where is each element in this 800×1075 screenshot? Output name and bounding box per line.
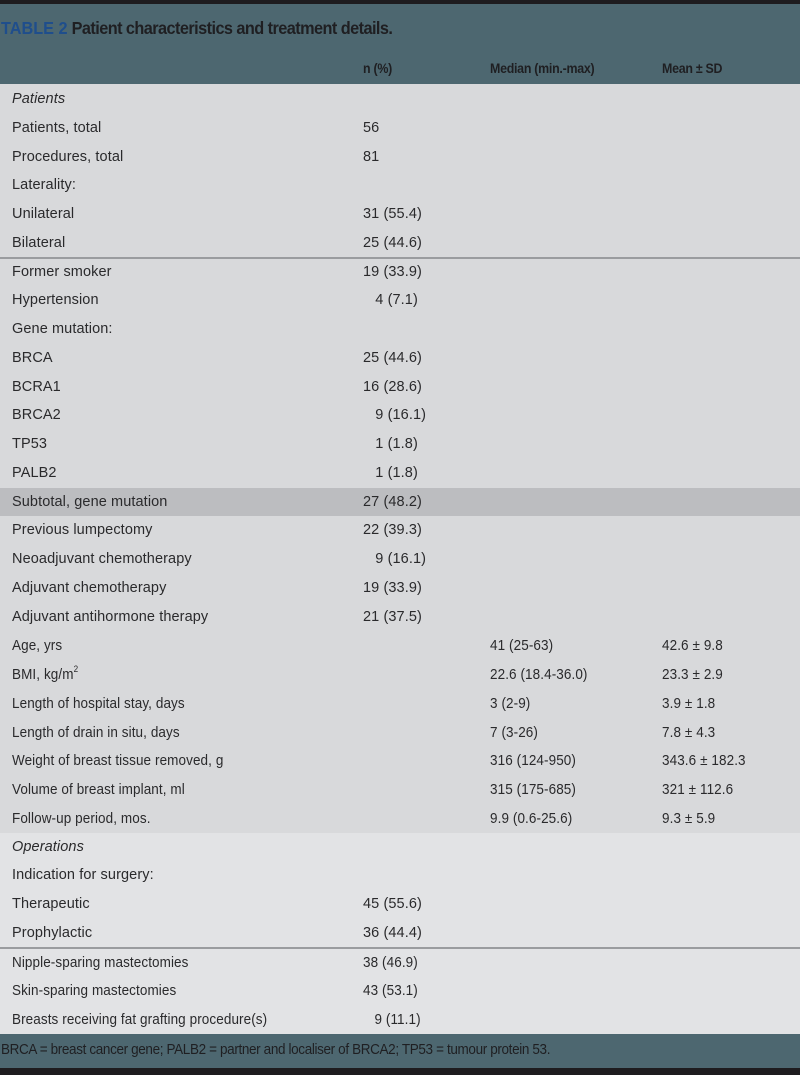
- table-row: [0, 919, 800, 948]
- row-label-text: Former smoker: [12, 263, 112, 280]
- cell-mean: [662, 810, 715, 827]
- cell-median-text: 316 (124-950): [490, 752, 576, 770]
- row-label: [12, 724, 180, 741]
- cell-n: [363, 551, 426, 567]
- table-row: [0, 344, 800, 373]
- row-label-text: Patients, total: [12, 119, 102, 136]
- cell-n-text: 56: [363, 119, 380, 136]
- row-label: [12, 91, 65, 107]
- row-label: [12, 839, 84, 855]
- table-row: [0, 85, 800, 114]
- row-label: [12, 292, 99, 308]
- row-label-text: TP53: [12, 436, 48, 452]
- cell-n: [363, 379, 422, 395]
- cell-n-text: 45 (55.6): [363, 896, 422, 912]
- table-row: [0, 200, 800, 229]
- cell-median-text: 3 (2-9): [490, 694, 531, 712]
- table-body: [0, 84, 800, 1032]
- cell-n-text: 21 (37.5): [363, 608, 422, 625]
- cell-n: [363, 896, 422, 912]
- cell-n-text: 25 (44.6): [363, 349, 422, 366]
- row-label: [12, 781, 185, 798]
- table-row: [0, 861, 800, 890]
- table-footnote: BRCA = breast cancer gene; PALB2 = partner and localiser of BRCA2; TP53 = tumour protein 53.: [1, 1041, 551, 1058]
- cell-n: [363, 925, 422, 941]
- table-row: [0, 114, 800, 143]
- row-label-text: Volume of breast implant, ml: [12, 781, 185, 798]
- cell-n: [363, 609, 422, 625]
- cell-median: [490, 637, 553, 654]
- table-row: [0, 401, 800, 430]
- cell-median-text: 22.6 (18.4-36.0): [490, 666, 588, 683]
- row-label: [12, 896, 90, 912]
- cell-mean-text: 321 ± 112.6: [662, 781, 734, 798]
- cell-n: [363, 350, 422, 366]
- table-row: [0, 430, 800, 459]
- row-label-text: Adjuvant antihormone therapy: [12, 608, 209, 625]
- row-label-text: BRCA2: [12, 407, 61, 424]
- cell-n-text: 4 (7.1): [363, 292, 418, 309]
- cell-mean-text: 343.6 ± 182.3: [662, 752, 746, 770]
- row-label-text: Age, yrs: [12, 637, 63, 655]
- row-label-text: PALB2: [12, 464, 57, 481]
- cell-n: [363, 494, 422, 510]
- table-row: [0, 171, 800, 200]
- table-row: [0, 804, 800, 833]
- row-label-text: Previous lumpectomy: [12, 522, 153, 539]
- row-label-text: Patients: [12, 91, 66, 107]
- cell-n: [363, 580, 422, 596]
- bottom-frame-bar: [0, 1068, 800, 1075]
- row-label: [12, 666, 78, 683]
- cell-median: [490, 781, 576, 798]
- row-label: [12, 264, 112, 280]
- row-label: [12, 235, 65, 251]
- table-row: [0, 459, 800, 488]
- table-row: [0, 286, 800, 315]
- cell-mean-text: 3.9 ± 1.8: [662, 694, 716, 712]
- table-title: Patient characteristics and treatment details.: [71, 18, 393, 38]
- cell-mean: [662, 724, 715, 741]
- table-row: [0, 718, 800, 747]
- table-row: [0, 890, 800, 919]
- cell-n: [363, 954, 418, 971]
- cell-n: [363, 982, 418, 999]
- cell-n-text: 19 (33.9): [363, 263, 422, 280]
- row-label-text: Bilateral: [12, 234, 66, 251]
- cell-n-text: 9 (16.1): [363, 551, 427, 567]
- table-row: [0, 488, 800, 517]
- row-label: [12, 149, 123, 165]
- table-row: [0, 143, 800, 172]
- cell-n: [363, 149, 379, 165]
- table-row: [0, 833, 800, 862]
- row-label-text: Operations: [12, 838, 84, 855]
- row-label: [12, 637, 62, 654]
- table-caption: [1, 18, 392, 39]
- table-row: [0, 775, 800, 804]
- table-row: [0, 545, 800, 574]
- table-row: [0, 258, 800, 287]
- cell-n: [363, 264, 422, 280]
- row-label-text: Indication for surgery:: [12, 867, 154, 884]
- cell-n: [363, 206, 422, 222]
- column-header-median: Median (min.-max): [490, 61, 595, 76]
- row-label: [12, 982, 176, 999]
- cell-n: [363, 235, 422, 251]
- table-row: [0, 603, 800, 632]
- row-label-text: Length of hospital stay, days: [12, 694, 185, 712]
- table-row: [0, 631, 800, 660]
- row-label-text: BRCA: [12, 349, 53, 366]
- cell-n-text: 81: [363, 148, 380, 165]
- cell-n: [363, 407, 426, 423]
- cell-n-text: 43 (53.1): [363, 982, 418, 1000]
- row-label-text: Weight of breast tissue removed, g: [12, 752, 224, 770]
- row-label-text: Subtotal, gene mutation: [12, 493, 168, 510]
- cell-n-text: 27 (48.2): [363, 493, 422, 510]
- row-label-text: Therapeutic: [12, 896, 90, 912]
- row-label-text: Laterality:: [12, 177, 76, 194]
- row-label: [12, 925, 92, 941]
- cell-mean: [662, 781, 733, 798]
- cell-mean: [662, 637, 723, 654]
- table-row: [0, 976, 800, 1005]
- row-label: [12, 954, 189, 971]
- cell-n-text: 1 (1.8): [363, 436, 418, 452]
- cell-n-text: 1 (1.8): [363, 464, 418, 481]
- row-label-text: Gene mutation:: [12, 321, 113, 337]
- row-label: [12, 752, 223, 769]
- row-label-text: Neoadjuvant chemotherapy: [12, 551, 192, 567]
- row-label: [12, 867, 154, 883]
- cell-mean-text: 42.6 ± 9.8: [662, 637, 723, 655]
- row-label: [12, 177, 76, 193]
- cell-n-text: 38 (46.9): [363, 953, 418, 971]
- row-label-text: Nipple-sparing mastectomies: [12, 953, 189, 971]
- cell-median: [490, 810, 572, 827]
- table-row: [0, 948, 800, 977]
- cell-mean: [662, 695, 715, 712]
- cell-n: [363, 465, 418, 481]
- row-label: [12, 407, 61, 423]
- cell-mean: [662, 752, 746, 769]
- row-label: [12, 120, 101, 136]
- row-label: [12, 379, 61, 395]
- table-row: [0, 660, 800, 689]
- row-label: [12, 810, 151, 827]
- superscript: 2: [73, 664, 79, 674]
- cell-n-text: 25 (44.6): [363, 234, 422, 251]
- cell-n-text: 36 (44.4): [363, 924, 422, 941]
- top-frame-bar: [0, 0, 800, 4]
- row-label: [12, 436, 47, 452]
- table-row: [0, 1005, 800, 1034]
- table-row: [0, 229, 800, 258]
- table-row: [0, 373, 800, 402]
- row-label: [12, 580, 166, 596]
- cell-n-text: 16 (28.6): [363, 378, 422, 395]
- cell-n: [363, 120, 379, 136]
- row-label: [12, 206, 74, 222]
- cell-n-text: 19 (33.9): [363, 579, 422, 596]
- cell-median: [490, 666, 588, 683]
- table-row: [0, 746, 800, 775]
- row-label: [12, 465, 57, 481]
- table-row: [0, 574, 800, 603]
- row-label-text: Prophylactic: [12, 924, 93, 941]
- cell-median: [490, 724, 538, 741]
- row-label: [12, 494, 167, 510]
- cell-mean-text: 7.8 ± 4.3: [662, 723, 716, 741]
- row-label-text: Hypertension: [12, 292, 99, 309]
- row-label: [12, 551, 192, 567]
- table-row: [0, 516, 800, 545]
- row-label: [12, 350, 53, 366]
- cell-median-text: 7 (3-26): [490, 723, 538, 741]
- table-header: [0, 56, 800, 84]
- cell-median-text: 9.9 (0.6-25.6): [490, 809, 573, 827]
- cell-n: [363, 292, 418, 308]
- cell-n: [363, 522, 422, 538]
- column-header-n: n (%): [363, 61, 392, 76]
- row-label: [12, 522, 153, 538]
- row-label-text: BMI, kg/m: [12, 666, 74, 683]
- row-label-text: Procedures, total: [12, 148, 124, 165]
- cell-n-text: 9 (11.1): [363, 1011, 421, 1028]
- row-label-text: Adjuvant chemotherapy: [12, 579, 167, 596]
- cell-mean-text: 9.3 ± 5.9: [662, 809, 716, 827]
- row-label: [12, 1011, 267, 1028]
- cell-median: [490, 752, 576, 769]
- row-label: [12, 609, 208, 625]
- row-label: [12, 695, 185, 712]
- row-label-text: Skin-sparing mastectomies: [12, 982, 177, 1000]
- cell-n: [363, 436, 418, 452]
- column-header-mean: Mean ± SD: [662, 61, 723, 76]
- cell-n: [363, 1011, 421, 1028]
- cell-mean: [662, 666, 723, 683]
- table-row: [0, 315, 800, 344]
- cell-median-text: 315 (175-685): [490, 781, 576, 798]
- row-label-text: Unilateral: [12, 206, 75, 222]
- cell-n-text: 9 (16.1): [363, 407, 427, 424]
- row-label: [12, 321, 113, 337]
- cell-n-text: 22 (39.3): [363, 522, 422, 539]
- row-label-text: BCRA1: [12, 378, 61, 395]
- row-label-text: Length of drain in situ, days: [12, 723, 180, 741]
- row-label-text: Follow-up period, mos.: [12, 809, 151, 827]
- cell-mean-text: 23.3 ± 2.9: [662, 666, 723, 683]
- row-label-text: Breasts receiving fat grafting procedure(s): [12, 1011, 268, 1028]
- cell-median: [490, 695, 530, 712]
- cell-n-text: 31 (55.4): [363, 206, 422, 222]
- table-row: [0, 689, 800, 718]
- table-number: TABLE 2: [1, 18, 68, 38]
- cell-median-text: 41 (25-63): [490, 637, 554, 655]
